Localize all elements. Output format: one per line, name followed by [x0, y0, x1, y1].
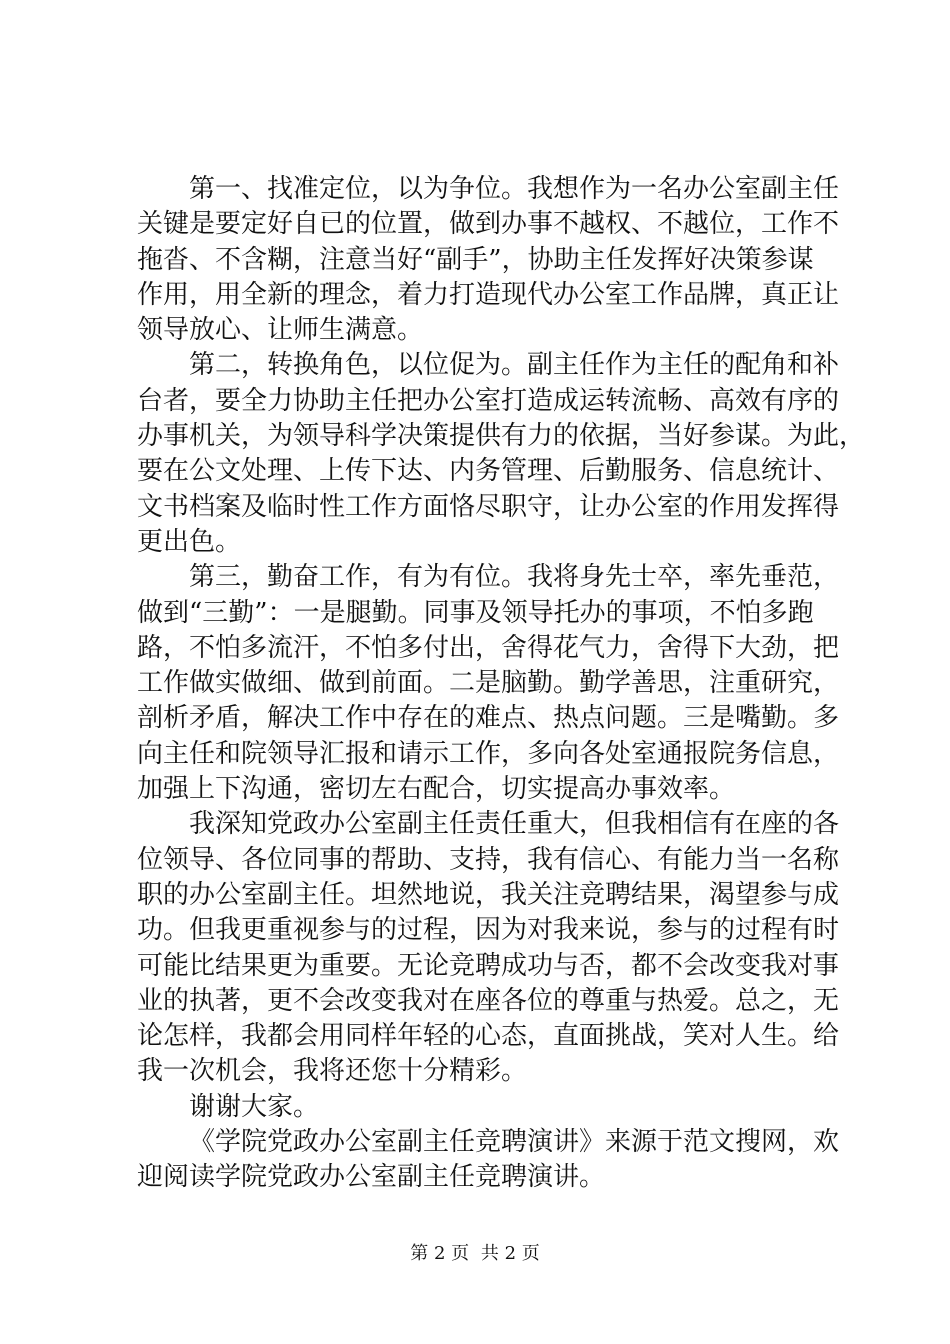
text-line: 作用，用全新的理念，着力打造现代办公室工作品牌，真正让 [137, 279, 840, 310]
text-line: 第二，转换角色，以位促为。副主任作为主任的配角和补 [189, 350, 840, 381]
text-line: 谢谢大家。 [189, 1091, 320, 1122]
page-footer [0, 1242, 950, 1266]
text-line: 拖沓、不含糊，注意当好“副手”，协助主任发挥好决策参谋 [137, 244, 814, 275]
text-line: 《学院党政办公室副主任竞聘演讲》来源于范文搜网，欢 [189, 1127, 840, 1158]
text-line: 第三，勤奋工作，有为有位。我将身先士卒，率先垂范， [189, 562, 840, 593]
text-line: 论怎样，我都会用同样年轻的心态，直面挑战，笑对人生。给 [137, 1021, 840, 1052]
text-line: 关键是要定好自已的位置，做到办事不越权、不越位，工作不 [137, 209, 840, 240]
text-line: 办事机关，为领导科学决策提供有力的依据，当好参谋。为此， [137, 421, 866, 452]
text-line: 业的执著，更不会改变我对在座各位的尊重与热爱。总之，无 [137, 985, 840, 1016]
text-line: 做到“三勤”：一是腿勤。同事及领导托办的事项，不怕多跑 [137, 597, 814, 628]
document-body [137, 172, 866, 1196]
text-line: 领导放心、让师生满意。 [137, 315, 424, 346]
text-line: 工作做实做细、做到前面。二是脑勤。勤学善思，注重研究， [137, 668, 840, 699]
text-line: 我深知党政办公室副主任责任重大，但我相信有在座的各 [189, 809, 840, 840]
text-line: 第一、找准定位，以为争位。我想作为一名办公室副主任 [189, 174, 840, 204]
text-line: 职的办公室副主任。坦然地说，我关注竞聘结果，渴望参与成 [137, 879, 840, 910]
text-line: 可能比结果更为重要。无论竞聘成功与否，都不会改变我对事 [137, 950, 840, 981]
text-line: 文书档案及临时性工作方面恪尽职守，让办公室的作用发挥得 [137, 491, 840, 522]
text-line: 台者，要全力协助主任把办公室打造成运转流畅、高效有序的 [137, 385, 840, 416]
text-line: 更出色。 [137, 526, 242, 557]
text-line: 路，不怕多流汗，不怕多付出，舍得花气力，舍得下大劲，把 [137, 632, 840, 663]
text-line: 我一次机会，我将还您十分精彩。 [137, 1056, 528, 1087]
text-line: 位领导、各位同事的帮助、支持，我有信心、有能力当一名称 [137, 844, 840, 875]
page-total: 共 2 页 [480, 1243, 540, 1264]
page-number: 第 2 页 [410, 1243, 470, 1264]
text-line: 功。但我更重视参与的过程，因为对我来说，参与的过程有时 [137, 915, 840, 946]
text-line: 要在公文处理、上传下达、内务管理、后勤服务、信息统计、 [137, 456, 840, 487]
text-line: 迎阅读学院党政办公室副主任竞聘演讲。 [137, 1162, 606, 1193]
text-line: 加强上下沟通，密切左右配合，切实提高办事效率。 [137, 774, 736, 805]
text-line: 向主任和院领导汇报和请示工作，多向各处室通报院务信息， [137, 738, 840, 769]
text-line: 剖析矛盾，解决工作中存在的难点、热点问题。三是嘴勤。多 [137, 703, 840, 734]
